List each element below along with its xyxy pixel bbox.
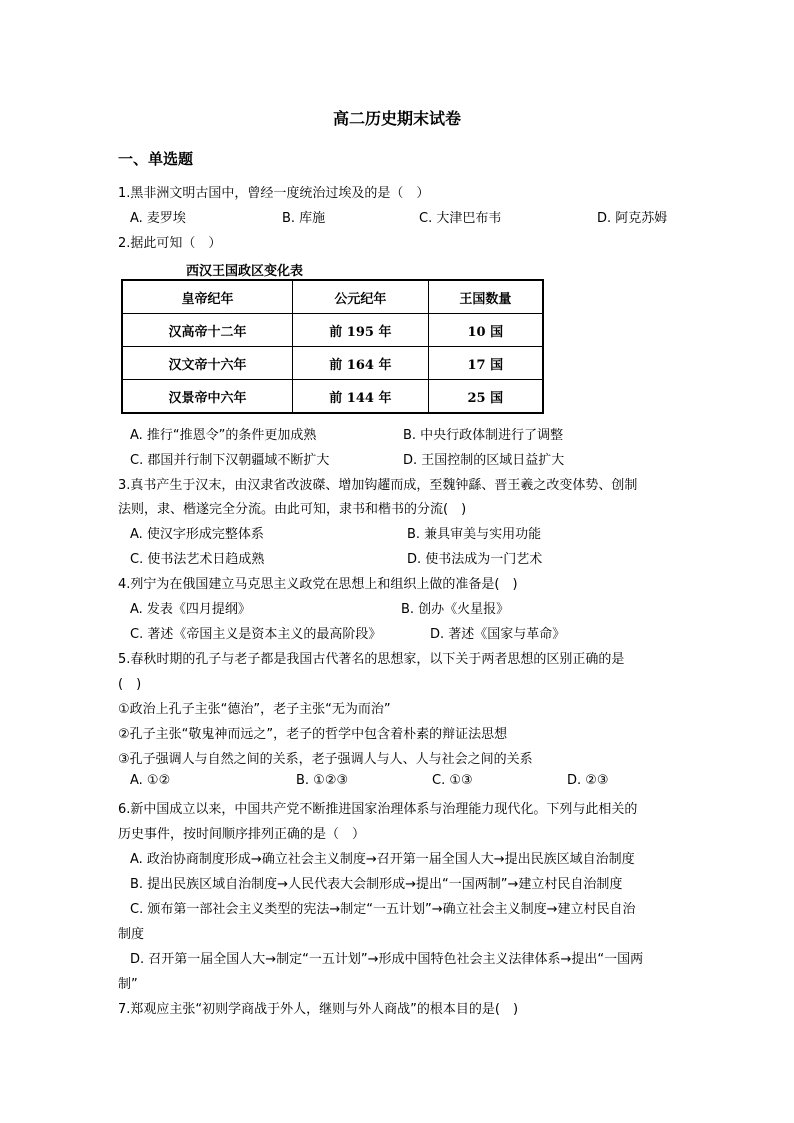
q3-option-d: D. 使书法成为一门艺术 xyxy=(407,552,543,567)
q1-option-a: A. 麦罗埃 xyxy=(130,211,186,226)
data-table xyxy=(121,279,544,414)
table-cell: 前 164 年 xyxy=(293,347,429,380)
q1-option-d: D. 阿克苏姆 xyxy=(597,211,668,226)
question-5-stem-line-2: ( ) xyxy=(118,677,142,692)
table-cell: 前 144 年 xyxy=(293,380,429,414)
question-2-stem: 2.据此可知（ ） xyxy=(118,236,222,251)
q3-option-b: B. 兼具审美与实用功能 xyxy=(407,527,542,542)
q6-option-c-continued: 制度 xyxy=(118,927,145,942)
section-heading: 一、单选题 xyxy=(118,150,194,168)
q5-option-a: A. ①② xyxy=(130,773,171,788)
table-cell: 汉高帝十二年 xyxy=(122,314,293,347)
table-header-cell: 皇帝纪年 xyxy=(122,280,293,314)
table-cell: 17 国 xyxy=(428,347,543,380)
table-row xyxy=(122,347,543,380)
question-7-stem: 7.郑观应主张“初则学商战于外人，继则与外人商战”的根本目的是( ) xyxy=(118,1002,519,1017)
q5-statement-2: ②孔子主张“敬鬼神而远之”，老子的哲学中包含着朴素的辩证法思想 xyxy=(118,727,508,742)
table-cell: 汉景帝中六年 xyxy=(122,380,293,414)
q2-option-a: A. 推行“推恩令”的条件更加成熟 xyxy=(130,428,317,443)
table-header-row xyxy=(122,280,543,314)
q2-option-b: B. 中央行政体制进行了调整 xyxy=(403,428,564,443)
q4-option-a: A. 发表《四月提纲》 xyxy=(130,602,251,617)
q3-option-a: A. 使汉字形成完整体系 xyxy=(130,527,264,542)
q1-option-b: B. 库施 xyxy=(282,211,326,226)
question-1-stem: 1.黑非洲文明古国中，曾经一度统治过埃及的是（ ） xyxy=(118,186,430,201)
question-6-stem-line-1: 6.新中国成立以来，中国共产党不断推进国家治理体系与治理能力现代化。下列与此相关的 xyxy=(118,802,638,817)
q5-option-c: C. ①③ xyxy=(432,773,473,788)
q6-option-d: D. 召开第一届全国人大→制定“一五计划”→形成中国特色社会主义法律体系→提出“一国两 xyxy=(130,952,644,967)
q3-option-c: C. 使书法艺术日趋成熟 xyxy=(130,552,265,567)
q6-option-c: C. 颁布第一部社会主义类型的宪法→制定“一五计划”→确立社会主义制度→建立村民自治 xyxy=(130,902,636,917)
q5-option-d: D. ②③ xyxy=(567,773,609,788)
question-5-stem-line-1: 5.春秋时期的孔子与老子都是我国古代著名的思想家，以下关于两者思想的区别正确的是 xyxy=(118,652,625,667)
q5-statement-3: ③孔子强调人与自然之间的关系，老子强调人与人、人与社会之间的关系 xyxy=(118,752,533,767)
q5-statement-1: ①政治上孔子主张“德治”，老子主张“无为而治” xyxy=(118,702,391,717)
q1-option-c: C. 大津巴布韦 xyxy=(419,211,502,226)
q5-option-b: B. ①②③ xyxy=(296,773,349,788)
table-row xyxy=(122,380,543,414)
q4-option-c: C. 著述《帝国主义是资本主义的最高阶段》 xyxy=(130,627,382,642)
q2-option-d: D. 王国控制的区域日益扩大 xyxy=(403,453,565,468)
q4-option-b: B. 创办《火星报》 xyxy=(401,602,510,617)
table-cell: 前 195 年 xyxy=(293,314,429,347)
table-header-cell: 公元纪年 xyxy=(293,280,429,314)
table-cell: 汉文帝十六年 xyxy=(122,347,293,380)
table-caption: 西汉王国政区变化表 xyxy=(186,264,304,279)
q6-option-b: B. 提出民族区域自治制度→人民代表大会制形成→提出“一国两制”→建立村民自治制度 xyxy=(130,877,623,892)
q6-option-d-continued: 制” xyxy=(118,977,138,992)
question-3-stem-line-1: 3.真书产生于汉末，由汉隶省改波磔、增加钩趯而成，至魏钟繇、晋王羲之改变体势、创制 xyxy=(118,478,638,493)
q2-option-c: C. 郡国并行制下汉朝疆域不断扩大 xyxy=(130,453,330,468)
table-cell: 10 国 xyxy=(428,314,543,347)
question-4-stem: 4.列宁为在俄国建立马克思主义政党在思想上和组织上做的准备是( ) xyxy=(118,577,518,592)
table-cell: 25 国 xyxy=(428,380,543,414)
question-6-stem-line-2: 历史事件，按时间顺序排列正确的是（ ） xyxy=(118,827,366,842)
table-header-cell: 王国数量 xyxy=(428,280,543,314)
table-row xyxy=(122,314,543,347)
question-3-stem-line-2: 法则，隶、楷遂完全分流。由此可知，隶书和楷书的分流( ) xyxy=(118,502,467,517)
q4-option-d: D. 著述《国家与革命》 xyxy=(430,627,566,642)
page-title: 高二历史期末试卷 xyxy=(332,109,461,128)
q6-option-a: A. 政治协商制度形成→确立社会主义制度→召开第一届全国人大→提出民族区域自治制度 xyxy=(130,852,635,867)
